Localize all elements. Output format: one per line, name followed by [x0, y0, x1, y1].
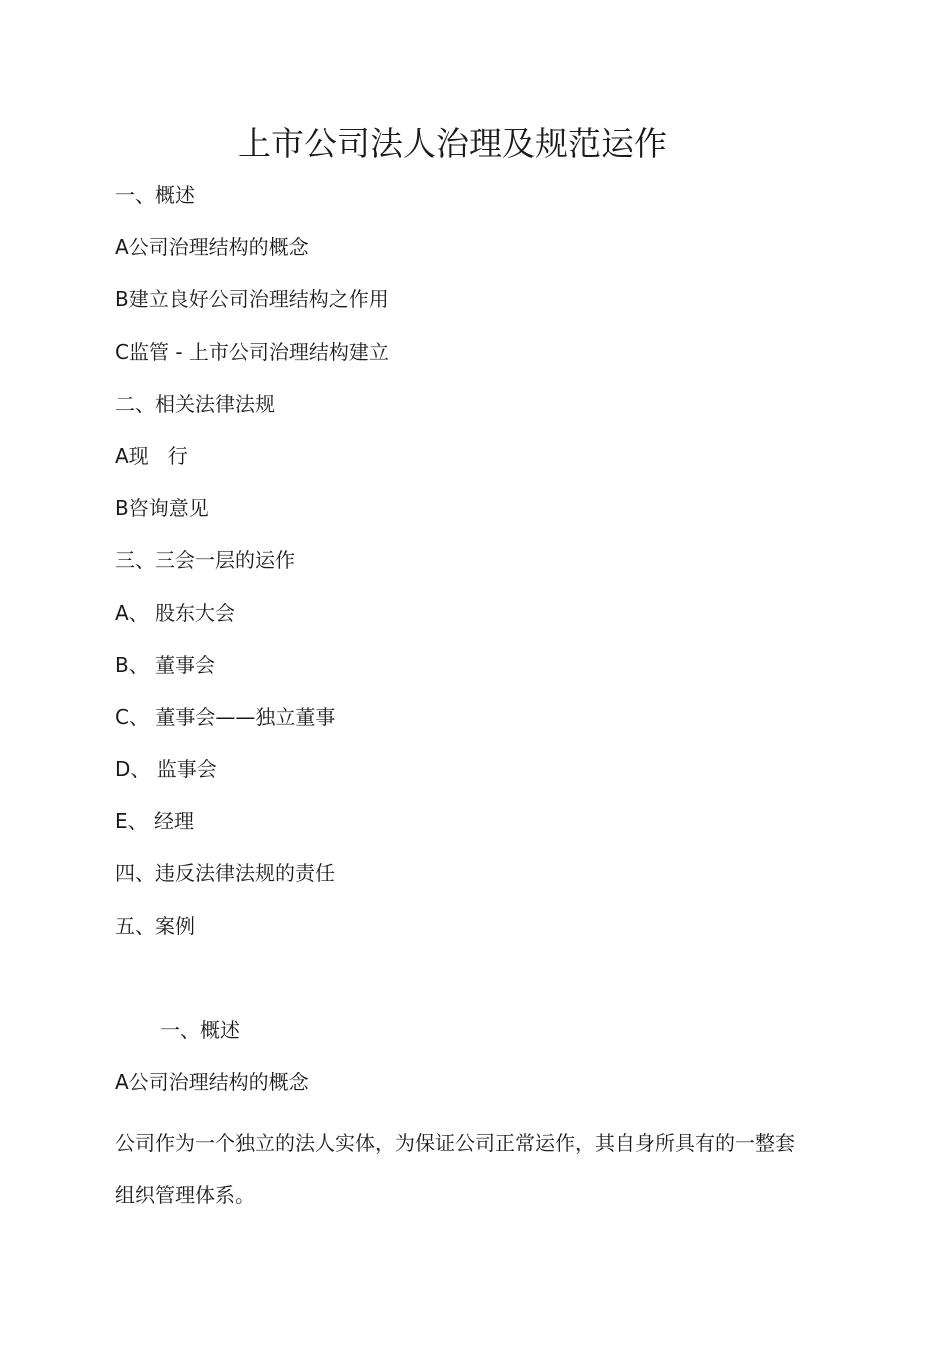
outline-item: 一、概述 — [115, 183, 195, 207]
section-heading: 一、概述 — [160, 1018, 240, 1042]
outline-item: B、 董事会 — [115, 652, 216, 677]
document-title: 上市公司法人治理及规范运作 — [238, 124, 667, 163]
outline-item: 三、三会一层的运作 — [115, 548, 295, 573]
outline-item: E、 经理 — [115, 809, 194, 834]
outline-item: A现 行 — [115, 443, 188, 468]
outline-item: D、 监事会 — [115, 757, 217, 782]
outline-item: A、 股东大会 — [115, 600, 236, 625]
outline-item: C监管 - 上市公司治理结构建立 — [115, 339, 389, 364]
sub-heading: A公司治理结构的概念 — [115, 1070, 309, 1094]
outline-item: 四、违反法律法规的责任 — [115, 861, 335, 886]
outline-item: 五、案例 — [115, 913, 195, 938]
outline-item: A公司治理结构的概念 — [115, 235, 309, 260]
outline-list — [115, 178, 389, 961]
body-paragraph: 公司作为一个独立的法人实体，为保证公司正常运作，其自身所具有的一整套组织管理体系。 — [115, 1131, 795, 1207]
outline-item: B咨询意见 — [115, 496, 209, 521]
outline-item: B建立良好公司治理结构之作用 — [115, 287, 389, 312]
outline-item: C、 董事会——独立董事 — [115, 704, 336, 729]
outline-item: 二、相关法律法规 — [115, 391, 275, 416]
